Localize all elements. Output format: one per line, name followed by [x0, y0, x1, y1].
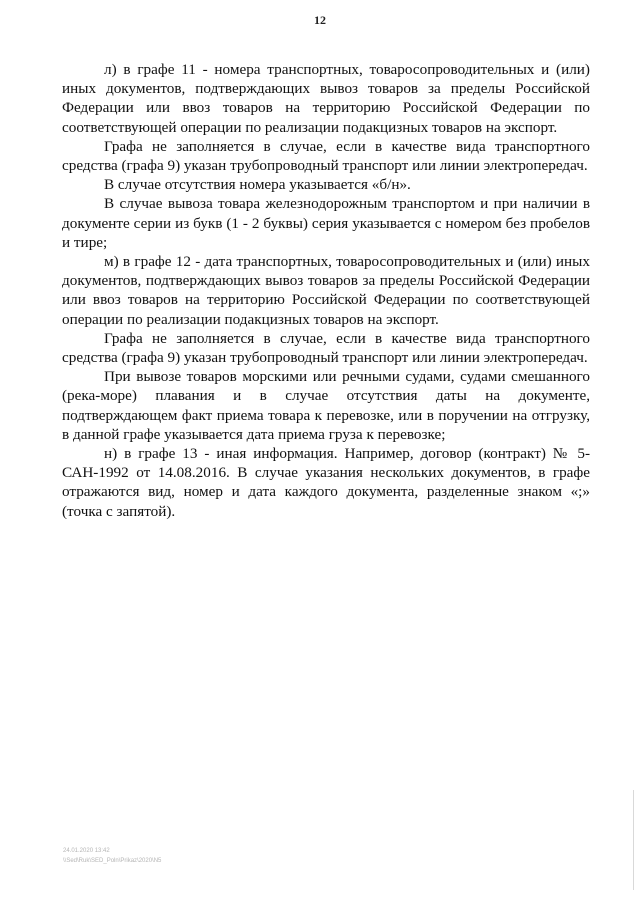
paragraph-not-filled-1: Графа не заполняется в случае, если в качестве вида транспортного средства (графа 9) указан трубопроводный транспорт или линии электропередач. [62, 137, 590, 175]
footer-stamp-date: 24.01.2020 13:42 [63, 848, 110, 854]
footer-stamp [63, 846, 161, 866]
scan-edge-line [633, 790, 634, 890]
paragraph-item-m: м) в графе 12 - дата транспортных, товаросопроводительных и (или) иных документов, подтверждающих вывоз товаров за пределы Российской Федерации или ввоз товаров на территорию Российской Федерации по соответствующей операции по реализации подакцизных товаров на экспорт. [62, 253, 590, 328]
paragraph-item-n: н) в графе 13 - иная информация. Например, договор (контракт) № 5-САН-1992 от 14.08.2016. В случае указания нескольких документов, в графе отражаются вид, номер и дата каждого документа, разделенные знаком «;» (точка с запятой). [62, 445, 590, 520]
paragraph-item-l: л) в графе 11 - номера транспортных, товаросопроводительных и (или) иных документов, подтверждающих вывоз товаров за пределы Российской Федерации или ввоз товаров на территорию Российской Федерации по соответствующей операции по реализации подакцизных товаров на экспорт. [62, 61, 590, 136]
paragraph-not-filled-2: Графа не заполняется в случае, если в качестве вида транспортного средства (графа 9) указан трубопроводный транспорт или линии электропередач. [62, 329, 590, 367]
paragraph-railway: В случае вывоза товара железнодорожным транспортом и при наличии в документе серии из букв (1 - 2 буквы) серия указывается с номером без пробелов и тире; [62, 195, 590, 251]
page-number: 12 [314, 13, 326, 27]
paragraph-sea-river: При вывозе товаров морскими или речными судами, судами смешанного (река-море) плавания и в случае отсутствия даты на документе, подтверждающем факт приема товара к перевозке, или в поручении на отгрузку, в данной графе указывается дата приема груза к перевозке; [62, 368, 590, 443]
document-body [62, 60, 590, 521]
paragraph-no-number: В случае отсутствия номера указывается «б/н». [104, 176, 411, 194]
footer-stamp-path: \\Sed\Ruk\SED_Poln\Prikaz\2020\N5 [63, 858, 162, 864]
